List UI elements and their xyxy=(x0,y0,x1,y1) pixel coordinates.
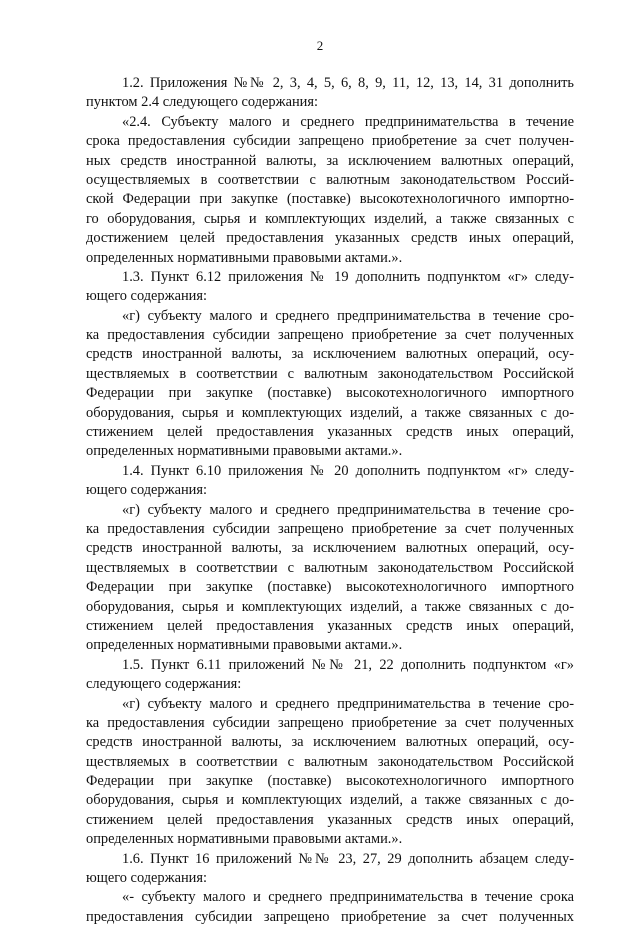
text-line: определенных нормативными правовыми актами.». xyxy=(86,443,403,460)
text-line: ющего содержания: xyxy=(86,288,207,305)
paragraph-item-1-4 xyxy=(86,462,574,501)
text-line: определенных нормативными правовыми актами.». xyxy=(86,249,403,266)
text-line: ка предоставления субсидии запрещено приобретение за счет полученных xyxy=(86,520,574,537)
page-number: 2 xyxy=(316,38,324,53)
text-line: оборудования, сырья и комплектующих изделий, а также связанных с до- xyxy=(86,598,574,615)
text-line: срока предоставления субсидии запрещено приобретение за счет получен- xyxy=(86,133,574,150)
paragraph-quote-2-4 xyxy=(86,113,574,268)
text-line: «2.4. Субъекту малого и среднего предпринимательства в течение xyxy=(122,113,574,130)
paragraph-quote-1-5 xyxy=(86,695,574,850)
text-line: ществляемых в соответствии с валютным законодательством Российской xyxy=(86,753,574,770)
text-line: 1.3. Пункт 6.12 приложения № 19 дополнить подпунктом «г» следу- xyxy=(122,268,574,285)
document-body xyxy=(86,74,574,927)
text-line: достижением целей предоставления указанных средств иных операций, xyxy=(86,230,574,247)
text-line: определенных нормативными правовыми актами.». xyxy=(86,831,403,848)
text-line: Федерации при закупке (поставке) высокотехнологичного импортного xyxy=(86,773,574,790)
text-line: следующего содержания: xyxy=(86,676,242,693)
paragraph-quote-1-3 xyxy=(86,307,574,462)
text-line: предоставления субсидии запрещено приобретение за счет полученных xyxy=(86,908,574,925)
text-line: ществляемых в соответствии с валютным законодательством Российской xyxy=(86,559,574,576)
text-line: го оборудования, сырья и комплектующих изделий, а также связанных с xyxy=(86,210,574,227)
text-line: «- субъекту малого и среднего предпринимательства в течение срока xyxy=(122,889,574,906)
paragraph-item-1-2 xyxy=(86,74,574,113)
text-line: стижением целей предоставления указанных средств иных операций, xyxy=(86,424,574,441)
text-line: ка предоставления субсидии запрещено приобретение за счет полученных xyxy=(86,327,574,344)
text-line: средств иностранной валюты, за исключением валютных операций, осу- xyxy=(86,734,574,751)
text-line: осуществляемых в соответствии с валютным законодательством Россий- xyxy=(86,171,574,188)
text-line: Федерации при закупке (поставке) высокотехнологичного импортного xyxy=(86,385,574,402)
text-line: стижением целей предоставления указанных средств иных операций, xyxy=(86,811,574,828)
text-line: пунктом 2.4 следующего содержания: xyxy=(86,94,318,111)
text-line: ющего содержания: xyxy=(86,482,207,499)
paragraph-item-1-6 xyxy=(86,850,574,889)
text-line: «г) субъекту малого и среднего предпринимательства в течение сро- xyxy=(122,307,574,324)
text-line: ных средств иностранной валюты, за исключением валютных операций, xyxy=(86,152,574,169)
text-line: 1.6. Пункт 16 приложений №№ 23, 27, 29 дополнить абзацем следу- xyxy=(122,850,574,867)
text-line: оборудования, сырья и комплектующих изделий, а также связанных с до- xyxy=(86,792,574,809)
paragraph-item-1-5 xyxy=(86,656,574,695)
text-line: ской Федерации при закупке (поставке) высокотехнологичного импортно- xyxy=(86,191,574,208)
paragraph-quote-1-4 xyxy=(86,501,574,656)
text-line: 1.5. Пункт 6.11 приложений №№ 21, 22 дополнить подпунктом «г» xyxy=(122,656,574,673)
text-line: ществляемых в соответствии с валютным законодательством Российской xyxy=(86,365,574,382)
text-line: «г) субъекту малого и среднего предпринимательства в течение сро- xyxy=(122,501,574,518)
paragraph-item-1-3 xyxy=(86,268,574,307)
text-line: 1.4. Пункт 6.10 приложения № 20 дополнить подпунктом «г» следу- xyxy=(122,462,574,479)
text-line: определенных нормативными правовыми актами.». xyxy=(86,637,403,654)
text-line: средств иностранной валюты, за исключением валютных операций, осу- xyxy=(86,540,574,557)
text-line: «г) субъекту малого и среднего предпринимательства в течение сро- xyxy=(122,695,574,712)
text-line: средств иностранной валюты, за исключением валютных операций, осу- xyxy=(86,346,574,363)
text-line: ющего содержания: xyxy=(86,870,207,887)
text-line: ка предоставления субсидии запрещено приобретение за счет полученных xyxy=(86,714,574,731)
text-line: 1.2. Приложения №№ 2, 3, 4, 5, 6, 8, 9, 11, 12, 13, 14, 31 дополнить xyxy=(122,75,574,91)
paragraph-quote-1-6 xyxy=(86,888,574,927)
text-line: стижением целей предоставления указанных средств иных операций, xyxy=(86,617,574,634)
text-line: оборудования, сырья и комплектующих изделий, а также связанных с до- xyxy=(86,404,574,421)
text-line: Федерации при закупке (поставке) высокотехнологичного импортного xyxy=(86,579,574,596)
